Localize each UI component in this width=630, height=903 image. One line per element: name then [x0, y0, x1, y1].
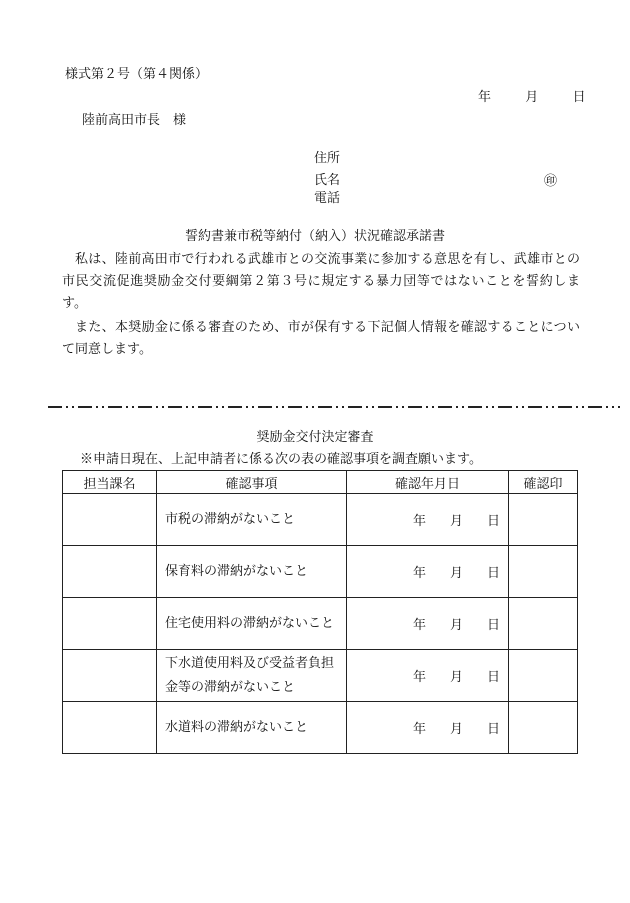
check-date-cell[interactable] — [347, 494, 509, 546]
date-line — [478, 90, 586, 106]
header-dept: 担当課名 — [63, 471, 157, 494]
date-day-label: 日 — [486, 514, 500, 529]
cut-line-divider — [48, 405, 620, 409]
seal-cell[interactable] — [509, 494, 578, 546]
oath-paragraph-2: また、本奨励金に係る審査のため、市が保有する下記個人情報を確認することについて同意します。 — [62, 320, 580, 357]
seal-cell[interactable] — [509, 546, 578, 598]
check-date-cell[interactable] — [347, 702, 509, 754]
dept-cell[interactable] — [63, 702, 157, 754]
date-month-label: 月 — [449, 566, 463, 581]
check-item-text: 下水道使用料及び受益者負担 — [165, 655, 335, 671]
dept-cell[interactable] — [63, 650, 157, 702]
date-year-label: 年 — [478, 90, 492, 105]
table-row — [63, 650, 578, 702]
date-day-label: 日 — [486, 566, 500, 581]
date-month-label: 月 — [449, 722, 463, 737]
applicant-block — [314, 151, 340, 207]
dept-cell[interactable] — [63, 494, 157, 546]
date-day-label: 日 — [486, 618, 500, 633]
table-header-row — [63, 471, 578, 494]
examination-title: 奨励金交付決定審査 — [256, 430, 374, 445]
date-year-label: 年 — [412, 566, 426, 581]
check-item-text: 金等の滞納がないこと — [165, 679, 296, 695]
form-number: 様式第２号（第４関係） — [65, 67, 209, 82]
check-item-text: 水道料の滞納がないこと — [165, 719, 309, 735]
check-item-cell — [157, 598, 347, 650]
check-item-cell — [157, 650, 347, 702]
date-month-label: 月 — [449, 670, 463, 685]
check-item-text: 住宅使用料の滞納がないこと — [165, 615, 335, 631]
date-month-label: 月 — [449, 618, 463, 633]
date-year-label: 年 — [412, 514, 426, 529]
table-row — [63, 494, 578, 546]
date-day-label: 日 — [486, 722, 500, 737]
check-date-cell[interactable] — [347, 650, 509, 702]
date-year-label: 年 — [412, 618, 426, 633]
date-day-label: 日 — [572, 90, 586, 105]
oath-title: 誓約書兼市税等納付（納入）状況確認承諾書 — [184, 229, 445, 244]
check-item-text: 市税の滞納がないこと — [165, 511, 296, 527]
seal-cell[interactable] — [509, 650, 578, 702]
check-date-cell[interactable] — [347, 546, 509, 598]
check-item-text: 保育料の滞納がないこと — [165, 563, 309, 579]
date-month-label: 月 — [449, 514, 463, 529]
date-year-label: 年 — [412, 722, 426, 737]
date-month-label: 月 — [525, 90, 539, 105]
addressee: 陸前高田市長 様 — [82, 113, 187, 128]
date-day-label: 日 — [486, 670, 500, 685]
dept-cell[interactable] — [63, 598, 157, 650]
table-row — [63, 598, 578, 650]
name-label: 氏名 — [314, 173, 341, 188]
header-item: 確認事項 — [157, 471, 347, 494]
date-year-label: 年 — [412, 670, 426, 685]
seal-cell[interactable] — [509, 598, 578, 650]
header-seal: 確認印 — [509, 471, 578, 494]
header-date: 確認年月日 — [347, 471, 509, 494]
phone-label: 電話 — [314, 191, 341, 206]
check-item-cell — [157, 546, 347, 598]
examination-note: ※申請日現在、上記申請者に係る次の表の確認事項を調査願います。 — [80, 452, 482, 467]
seal-mark: ㊞ — [544, 174, 558, 189]
table-row — [63, 546, 578, 598]
check-item-cell — [157, 702, 347, 754]
seal-cell[interactable] — [509, 702, 578, 754]
oath-paragraph-1: 私は、陸前高田市で行われる武雄市との交流事業に参加する意思を有し、武雄市との市民交流促進奨励金交付要綱第２第３号に規定する暴力団等ではないことを誓約します。 — [62, 252, 580, 311]
address-label: 住所 — [314, 151, 341, 166]
confirmation-table — [62, 470, 578, 754]
dept-cell[interactable] — [63, 546, 157, 598]
check-item-cell — [157, 494, 347, 546]
check-date-cell[interactable] — [347, 598, 509, 650]
table-row — [63, 702, 578, 754]
